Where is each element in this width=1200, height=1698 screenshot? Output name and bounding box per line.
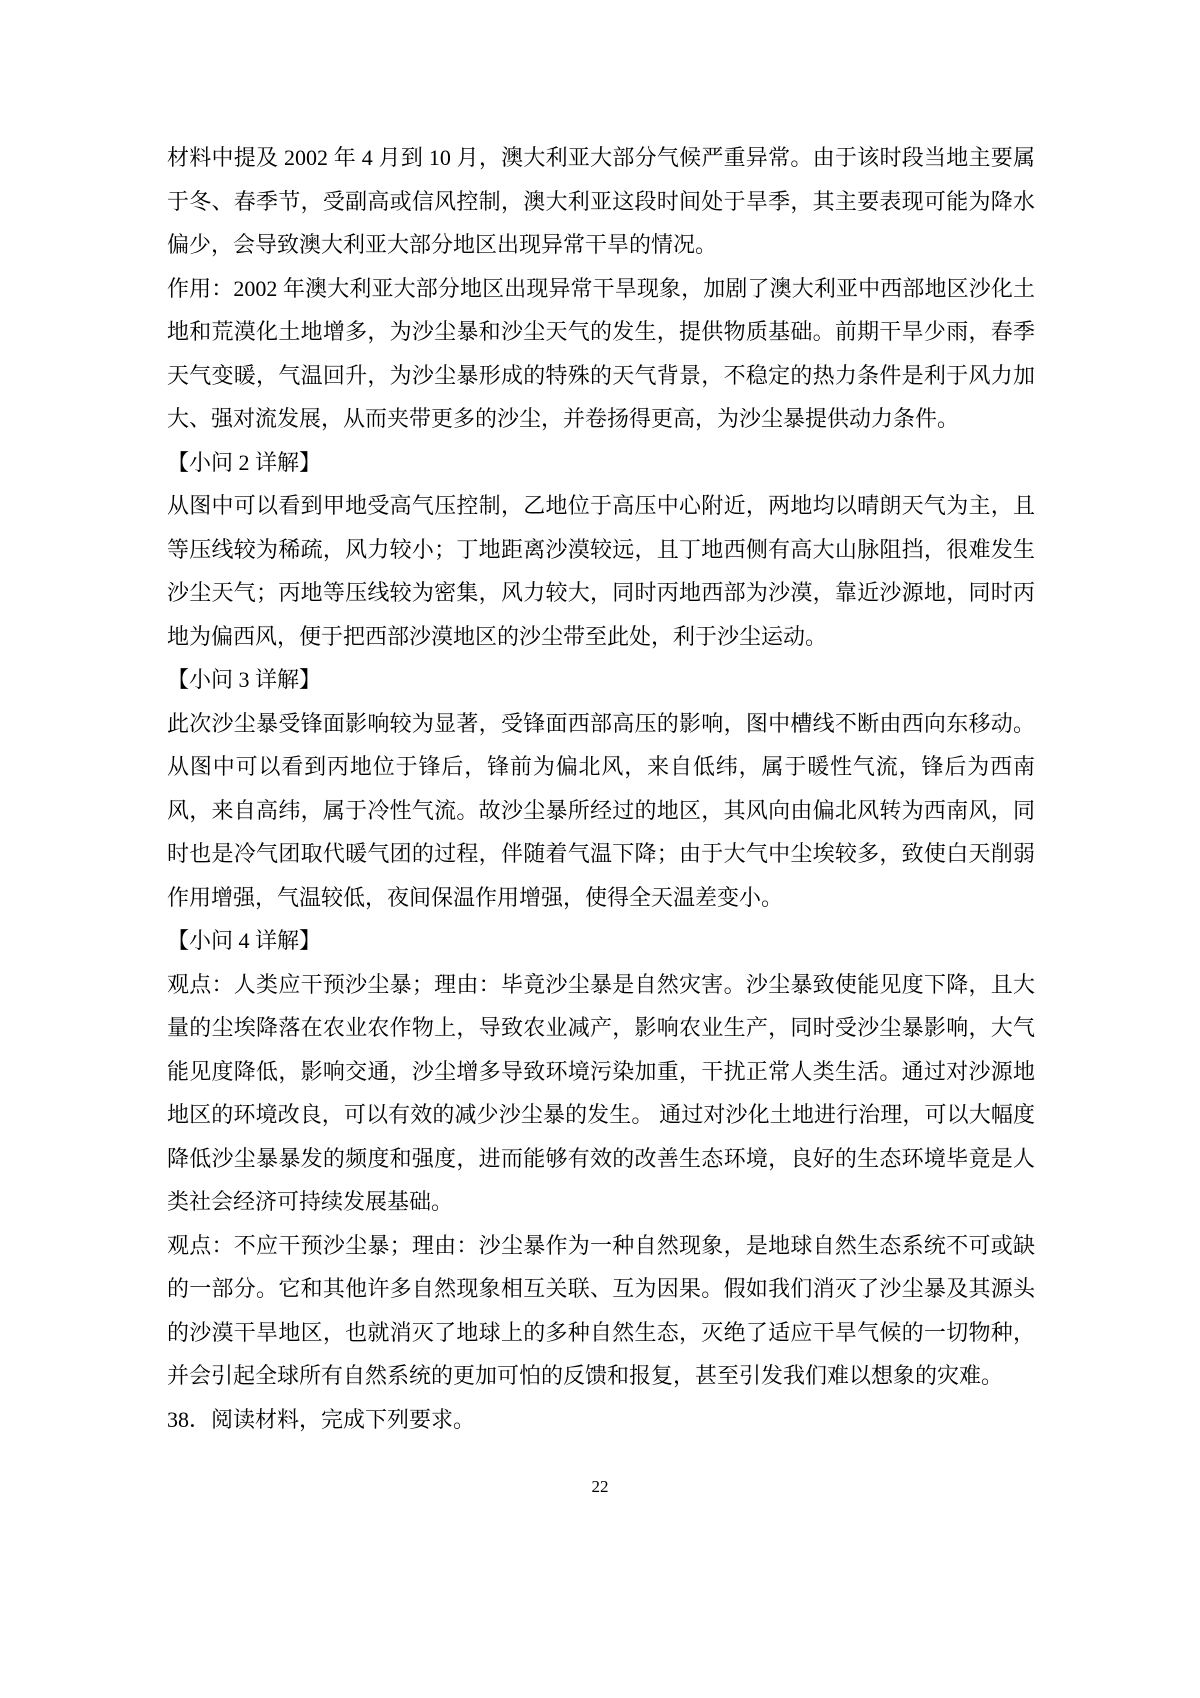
para-question-38: 38．阅读材料，完成下列要求。 (167, 1406, 476, 1432)
heading-subquestion-4: 【小问 4 详解】 (167, 928, 322, 953)
document-body (167, 136, 1035, 1441)
para-material-analysis: 材料中提及 2002 年 4 月到 10 月，澳大利亚大部分气候严重异常。由于该时段当地主要属于冬、春季节，受副高或信风控制，澳大利亚这段时间处于旱季，其主要表现可能为降水偏少，会导致澳大利亚大部分地区出现异常干旱的情况。 (167, 145, 1035, 257)
para-viewpoint-intervene: 观点：人类应干预沙尘暴；理由：毕竟沙尘暴是自然灾害。沙尘暴致使能见度下降，且大量的尘埃降落在农业农作物上，导致农业减产，影响农业生产，同时受沙尘暴影响，大气能见度降低，影响交通，沙尘增多导致环境污染加重，干扰正常人类生活。通过对沙源地地区的环境改良，可以有效的减少沙尘暴的发生。 通过对沙化土地进行治理，可以大幅度降低沙尘暴暴发的频度和强度，进而能够有效的改善生态环境，良好的生态环境毕竟是人类社会经济可持续发展基础。 (167, 971, 1035, 1214)
para-subquestion-3-answer: 此次沙尘暴受锋面影响较为显著，受锋面西部高压的影响，图中槽线不断由西向东移动。从图中可以看到丙地位于锋后，锋前为偏北风，来自低纬，属于暖性气流，锋后为西南风，来自高纬，属于冷性气流。故沙尘暴所经过的地区，其风向由偏北风转为西南风，同时也是冷气团取代暖气团的过程，伴随着气温下降；由于大气中尘埃较多，致使白天削弱作用增强，气温较低，夜间保温作用增强，使得全天温差变小。 (167, 710, 1035, 910)
page-number: 22 (591, 1477, 609, 1496)
para-subquestion-2-answer: 从图中可以看到甲地受高气压控制，乙地位于高压中心附近，两地均以晴朗天气为主，且等压线较为稀疏，风力较小；丁地距离沙漠较远，且丁地西侧有高大山脉阻挡，很难发生沙尘天气；丙地等压线较为密集，风力较大，同时丙地西部为沙漠，靠近沙源地，同时丙地为偏西风，便于把西部沙漠地区的沙尘带至此处，利于沙尘运动。 (167, 493, 1035, 649)
para-viewpoint-no-intervene: 观点：不应干预沙尘暴；理由：沙尘暴作为一种自然现象，是地球自然生态系统不可或缺的一部分。它和其他许多自然现象相互关联、互为因果。假如我们消灭了沙尘暴及其源头的沙漠干旱地区，也就消灭了地球上的多种自然生态，灭绝了适应干旱气候的一切物种，并会引起全球所有自然系统的更加可怕的反馈和报复，甚至引发我们难以想象的灾难。 (167, 1232, 1035, 1388)
heading-subquestion-3: 【小问 3 详解】 (167, 667, 322, 692)
para-effect-analysis: 作用：2002 年澳大利亚大部分地区出现异常干旱现象，加剧了澳大利亚中西部地区沙化土地和荒漠化土地增多，为沙尘暴和沙尘天气的发生，提供物质基础。前期干旱少雨，春季天气变暖，气温回升，为沙尘暴形成的特殊的天气背景，不稳定的热力条件是利于风力加大、强对流发展，从而夹带更多的沙尘，并卷扬得更高，为沙尘暴提供动力条件。 (167, 275, 1035, 431)
heading-subquestion-2: 【小问 2 详解】 (167, 449, 322, 475)
